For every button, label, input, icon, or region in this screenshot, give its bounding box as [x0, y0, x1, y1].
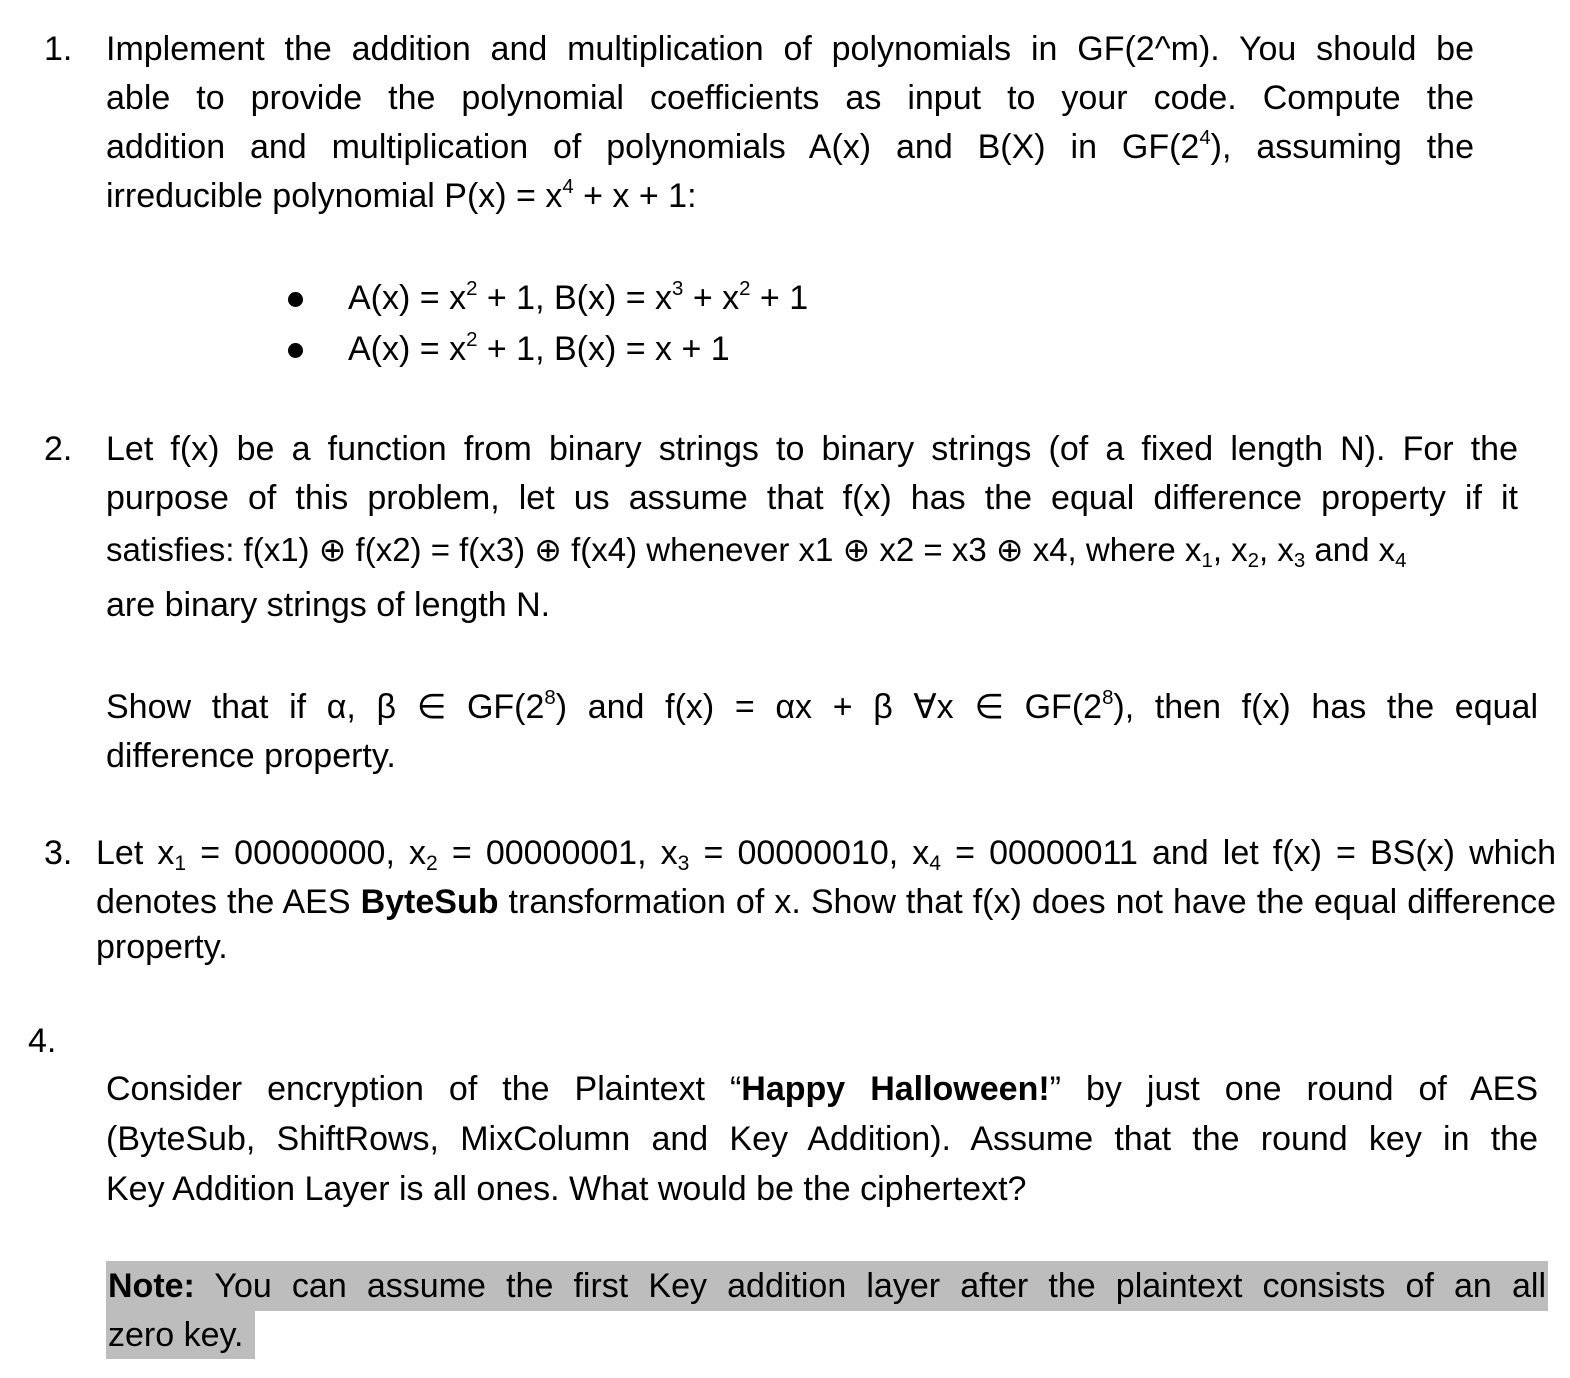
- q2-line-3: satisfies: f(x1) ⊕ f(x2) = f(x3) ⊕ f(x4) whenever x1 ⊕ x2 = x3 ⊕ x4, where x1, x2, x3 and x4: [106, 531, 1407, 573]
- q1-bullet-1: $A(x) = x^2 + 1$, $B(x) = x^3 + x^2 + 1$: [348, 277, 809, 317]
- note-line-1: Note: You can assume the first Key addition layer after the plaintext consists of an all: [108, 1267, 1546, 1305]
- q2-number: 2.: [44, 430, 73, 468]
- q4-line-3: Key Addition Layer is all ones. What would be the ciphertext?: [106, 1170, 1027, 1208]
- q1-line-2: able to provide the polynomial coefficients as input to your code. Compute the: [106, 79, 1474, 117]
- q4-line-1: Consider encryption of the Plaintext “Happy Halloween!” by just one round of AES: [106, 1070, 1538, 1108]
- q1-line-3: addition and multiplication of polynomials A(x) and B(X) in $GF(2^4)$, assuming the: [106, 126, 1474, 166]
- q3-line-1: Let x1 = 00000000, x2 = 00000001, x3 = 00000010, x4 = 00000011 and let f(x) = BS(x) which: [96, 834, 1557, 876]
- q2-show-line-1: Show that if α, β ∈ $GF(2^8)$ and f(x) = αx + β ∀x ∈ $GF(2^8)$, then f(x) has the equal: [106, 686, 1538, 726]
- q3-line-3: property.: [96, 928, 228, 966]
- q2-line-1: Let f(x) be a function from binary strings to binary strings (of a fixed length N). For the: [106, 430, 1518, 468]
- q1-line-1: Implement the addition and multiplication of polynomials in GF(2^m). You should be: [106, 30, 1474, 68]
- q2-line-2: purpose of this problem, let us assume that f(x) has the equal difference property if it: [106, 479, 1518, 517]
- q1-bullet-2: $A(x) = x^2 + 1$, B(x) = x + 1: [348, 328, 730, 368]
- q3-number: 3.: [44, 834, 73, 872]
- q1-line-4: irreducible polynomial $P(x) = x^4 + x + 1$:: [106, 175, 697, 215]
- q4-number: 4.: [28, 1022, 57, 1060]
- bullet-dot: [288, 292, 303, 307]
- q4-line-2: (ByteSub, ShiftRows, MixColumn and Key Addition). Assume that the round key in the: [106, 1120, 1538, 1158]
- bullet-dot: [288, 343, 303, 358]
- q2-show-line-2: difference property.: [106, 737, 396, 775]
- q3-line-2: denotes the AES ByteSub transformation of x. Show that f(x) does not have the equal difference: [96, 883, 1556, 921]
- q2-line-4: are binary strings of length N.: [106, 586, 551, 624]
- note-line-2: zero key.: [108, 1316, 244, 1354]
- q1-number: 1.: [44, 30, 73, 68]
